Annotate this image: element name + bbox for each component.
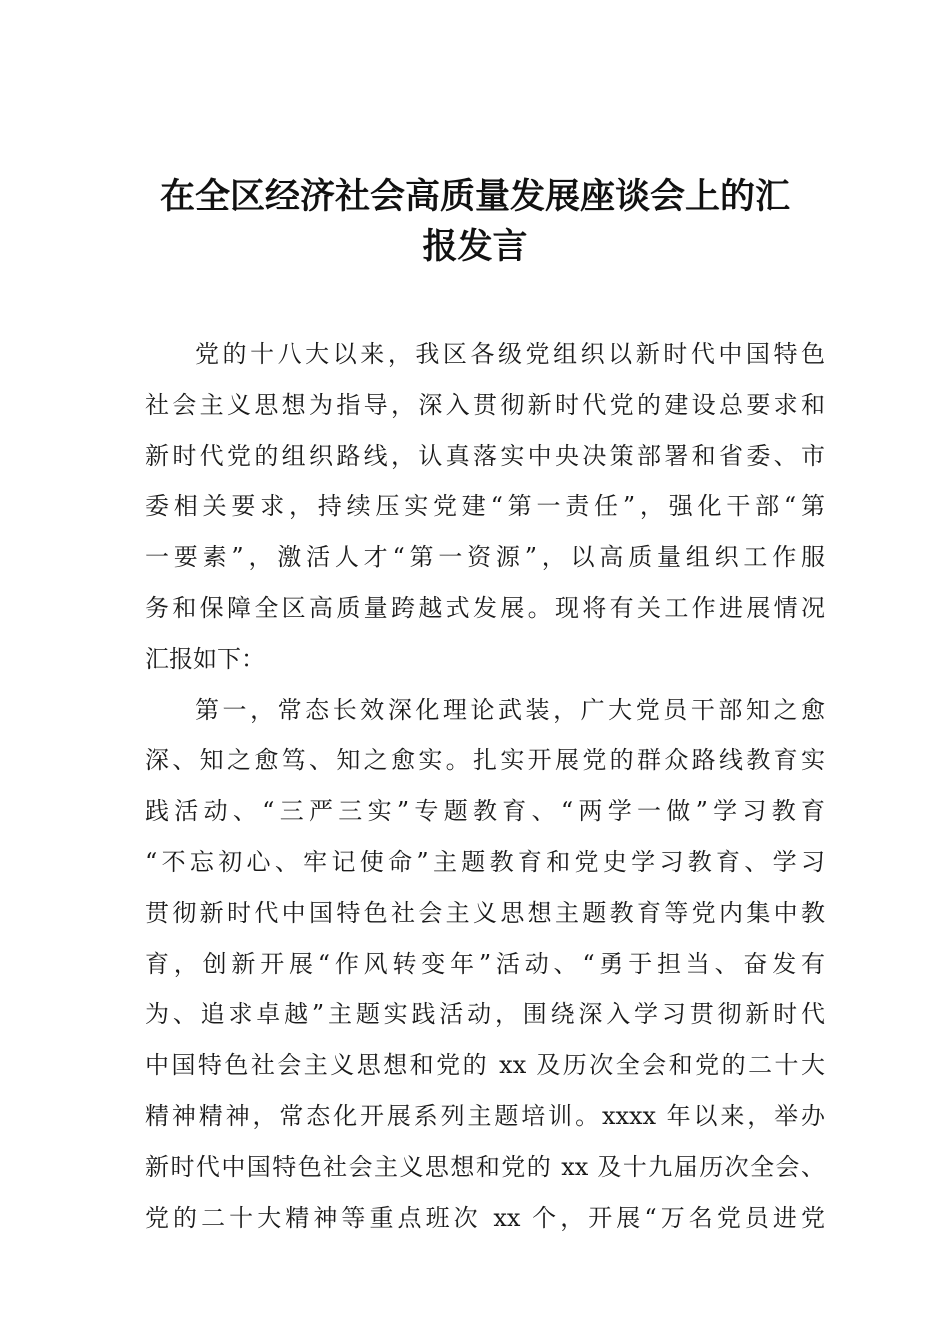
paragraph-line: 党的十八大以来，我区各级党组织以新时代中国特色 bbox=[195, 340, 825, 368]
title-line-1: 在全区经济社会高质量发展座谈会上的汇 bbox=[159, 176, 790, 217]
paragraph-line: 新时代党的组织路线，认真落实中央决策部署和省委、市 bbox=[145, 441, 825, 470]
paragraph-line: 育，创新开展“作风转变年”活动、“勇于担当、奋发有 bbox=[145, 949, 825, 978]
paragraph-line: 第一，常态长效深化理论武装，广大党员干部知之愈 bbox=[195, 695, 825, 724]
paragraph-line: 深、知之愈笃、知之愈实。扎实开展党的群众路线教育实 bbox=[145, 746, 825, 775]
paragraph-line: 务和保障全区高质量跨越式发展。现将有关工作进展情况 bbox=[145, 593, 825, 622]
paragraph-line: 社会主义思想为指导，深入贯彻新时代党的建设总要求和 bbox=[145, 390, 825, 419]
paragraph-line: “不忘初心、牢记使命”主题教育和党史学习教育、学习 bbox=[145, 847, 825, 876]
paragraph-line: 践活动、“三严三实”专题教育、“两学一做”学习教育 bbox=[145, 797, 825, 826]
paragraph-line: 汇报如下： bbox=[145, 644, 265, 673]
document-title bbox=[130, 172, 820, 272]
paragraph-line: 精神精神，常态化开展系列主题培训。xxxx 年以来，举办 bbox=[145, 1101, 825, 1130]
title-line-2: 报发言 bbox=[422, 226, 528, 267]
paragraph-line: 一要素”，激活人才“第一资源”，以高质量组织工作服 bbox=[145, 543, 825, 572]
document-body bbox=[145, 329, 825, 1243]
paragraph-line: 贯彻新时代中国特色社会主义思想主题教育等党内集中教 bbox=[145, 898, 825, 927]
paragraph-line: 委相关要求，持续压实党建“第一责任”，强化干部“第 bbox=[145, 492, 825, 521]
paragraph-line: 中国特色社会主义思想和党的 xx 及历次全会和党的二十大 bbox=[145, 1051, 825, 1080]
paragraph-line: 党的二十大精神等重点班次 xx 个，开展“万名党员进党 bbox=[145, 1203, 825, 1232]
paragraph-line: 新时代中国特色社会主义思想和党的 xx 及十九届历次全会、 bbox=[145, 1152, 825, 1181]
paragraph-line: 为、追求卓越”主题实践活动，围绕深入学习贯彻新时代 bbox=[145, 1000, 825, 1029]
